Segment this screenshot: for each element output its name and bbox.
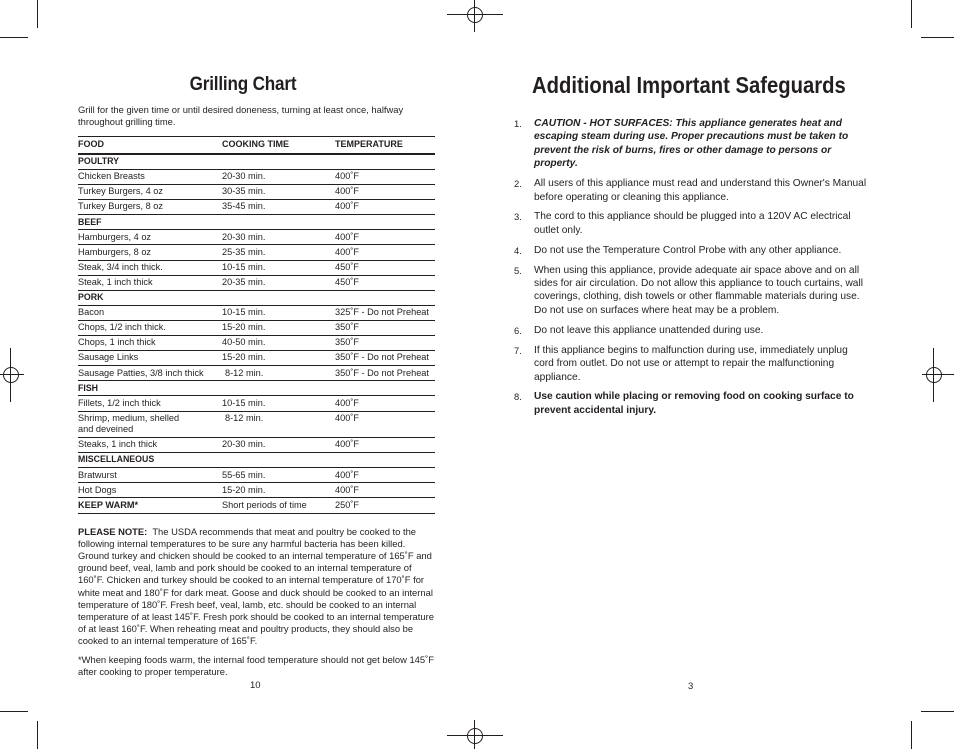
category-row — [78, 453, 435, 468]
food-cell: Chops, 1 inch thick — [78, 336, 222, 351]
crop-mark — [37, 721, 38, 749]
grilling-chart-table — [78, 136, 435, 513]
food-cell: Shrimp, medium, shelled and deveined — [78, 411, 222, 438]
item-number: 5. — [514, 264, 522, 276]
grilling-chart-title: Grilling Chart — [189, 74, 297, 95]
item-text: Do not leave this appliance unattended during use. — [534, 324, 764, 336]
item-number: 6. — [514, 324, 522, 336]
note-label: PLEASE NOTE: — [78, 525, 148, 537]
temperature-cell: 325˚F - Do not Preheat — [335, 305, 435, 320]
table-row — [78, 366, 435, 381]
table-row — [78, 275, 435, 290]
item-number: 7. — [514, 344, 522, 356]
category-row — [78, 154, 435, 170]
item-text: The cord to this appliance should be plugged into a 120V AC electrical outlet only. — [534, 211, 851, 236]
table-row — [78, 438, 435, 453]
food-cell: KEEP WARM* — [78, 498, 222, 513]
cooking-time-cell: 20-30 min. — [222, 438, 335, 453]
item-text: If this appliance begins to malfunction during use, immediately unplug cord from outlet. Do not use or attempt to repair the malfunctioning appliance. — [534, 344, 848, 383]
food-cell: Chops, 1/2 inch thick. — [78, 320, 222, 335]
table-row — [78, 396, 435, 411]
temperature-cell: 400˚F — [335, 411, 435, 438]
cooking-time-cell: 20-30 min. — [222, 230, 335, 245]
food-cell: Sausage Links — [78, 351, 222, 366]
left-page — [78, 74, 435, 678]
table-row — [78, 200, 435, 215]
item-number: 8. — [514, 391, 522, 403]
registration-mark-bottom — [447, 720, 503, 749]
food-cell: Steaks, 1 inch thick — [78, 438, 222, 453]
table-row — [78, 185, 435, 200]
cooking-time-cell: 15-20 min. — [222, 483, 335, 498]
please-note — [78, 526, 435, 648]
safeguard-item — [514, 117, 870, 171]
table-row — [78, 411, 435, 438]
food-cell: Hamburgers, 4 oz — [78, 230, 222, 245]
food-cell: Turkey Burgers, 4 oz — [78, 185, 222, 200]
category-label: BEEF — [78, 215, 435, 230]
food-cell: Hamburgers, 8 oz — [78, 245, 222, 260]
safeguard-item — [514, 244, 870, 257]
temperature-cell: 450˚F — [335, 260, 435, 275]
category-label: POULTRY — [78, 154, 435, 170]
cooking-time-cell: 25-35 min. — [222, 245, 335, 260]
temperature-cell: 400˚F — [335, 438, 435, 453]
temperature-cell: 400˚F — [335, 245, 435, 260]
registration-mark-left — [0, 348, 24, 402]
table-row — [78, 230, 435, 245]
food-cell: Bacon — [78, 305, 222, 320]
cooking-time-cell: Short periods of time — [222, 498, 335, 513]
crop-mark — [0, 711, 28, 712]
temperature-cell: 400˚F — [335, 200, 435, 215]
crop-mark — [37, 0, 38, 28]
category-row — [78, 290, 435, 305]
temperature-cell: 350˚F - Do not Preheat — [335, 351, 435, 366]
safeguard-item — [514, 177, 870, 204]
item-number: 2. — [514, 178, 522, 190]
temperature-cell: 400˚F — [335, 170, 435, 185]
safeguard-item — [514, 324, 870, 337]
note-text: The USDA recommends that meat and poultry be cooked to the following internal temperatures to be sure any harmful bacteria has been killed. Ground turkey and chicken should be cooked to an internal temperature of 165˚F and ground beef, veal, lamb and pork should be cooked to an internal temperature of 160˚F. Chicken and turkey should be cooked to an internal temperature of 170˚F for white meat and 180˚F for dark meat. Goose and duck should be cooked to an internal temperature of 180˚F. Fresh beef, veal, lamb, etc. should be cooked to an internal temperature of at least 145˚F. Fresh pork should be cooked to an internal temperature of at least 160˚F. When reheating meat and poultry products, they should also be cooked to an internal temperature of 165˚F. — [78, 525, 434, 647]
page-number-right: 3 — [688, 681, 694, 692]
item-text: Use caution while placing or removing food on cooking surface to prevent accidental injury. — [534, 391, 854, 416]
crop-mark — [911, 721, 912, 749]
cooking-time-cell: 40-50 min. — [222, 336, 335, 351]
table-row — [78, 483, 435, 498]
category-label: MISCELLANEOUS — [78, 453, 435, 468]
table-header-row — [78, 137, 435, 154]
category-row — [78, 381, 435, 396]
header-food: FOOD — [78, 137, 222, 154]
header-cooking-time: COOKING TIME — [222, 137, 335, 154]
cooking-time-cell: 15-20 min. — [222, 320, 335, 335]
food-cell: Turkey Burgers, 8 oz — [78, 200, 222, 215]
keep-warm-row — [78, 498, 435, 513]
item-number: 4. — [514, 244, 522, 256]
temperature-cell: 400˚F — [335, 185, 435, 200]
cooking-time-cell: 20-35 min. — [222, 275, 335, 290]
crop-mark — [921, 37, 954, 38]
temperature-cell: 350˚F — [335, 336, 435, 351]
table-body — [78, 154, 435, 513]
food-cell: Fillets, 1/2 inch thick — [78, 396, 222, 411]
item-text: When using this appliance, provide adequate air space above and on all sides for air circulation. Do not allow this appliance to touch curtains, wall coverings, clothing, dish towels or other flammable materials during use. Do not use on surfaces where heat may be a problem. — [534, 264, 863, 316]
cooking-time-cell: 10-15 min. — [222, 260, 335, 275]
cooking-time-cell: 35-45 min. — [222, 200, 335, 215]
table-row — [78, 336, 435, 351]
temperature-cell: 400˚F — [335, 483, 435, 498]
keep-warm-footnote: *When keeping foods warm, the internal food temperature should not get below 145˚F after cooking to proper temperature. — [78, 653, 434, 677]
safeguard-item — [514, 390, 870, 417]
crop-mark — [911, 0, 912, 28]
food-cell: Steak, 3/4 inch thick. — [78, 260, 222, 275]
temperature-cell: 350˚F — [335, 320, 435, 335]
registration-mark-right — [922, 348, 954, 402]
item-number: 3. — [514, 211, 522, 223]
table-row — [78, 245, 435, 260]
cooking-time-cell: 20-30 min. — [222, 170, 335, 185]
category-label: FISH — [78, 381, 435, 396]
cooking-time-cell: 10-15 min. — [222, 396, 335, 411]
safeguard-item — [514, 210, 870, 237]
safeguard-item — [514, 344, 870, 384]
registration-mark-top — [447, 0, 503, 32]
temperature-cell: 400˚F — [335, 230, 435, 245]
safeguards-title: Additional Important Safeguards — [532, 72, 846, 98]
category-row — [78, 215, 435, 230]
cooking-time-cell: 55-65 min. — [222, 468, 335, 483]
crop-mark — [0, 37, 28, 38]
item-text: All users of this appliance must read and understand this Owner's Manual before operating or cleaning this appliance. — [534, 178, 867, 203]
table-row — [78, 468, 435, 483]
item-text: CAUTION - HOT SURFACES: This appliance generates heat and escaping steam during use. Proper precautions must be taken to prevent the risk of burns, fires or other damage to persons or property. — [534, 118, 849, 170]
category-label: PORK — [78, 290, 435, 305]
food-cell: Steak, 1 inch thick — [78, 275, 222, 290]
temperature-cell: 450˚F — [335, 275, 435, 290]
food-cell: Chicken Breasts — [78, 170, 222, 185]
cooking-time-cell: 10-15 min. — [222, 305, 335, 320]
grilling-intro: Grill for the given time or until desired doneness, turning at least once, halfway throughout grilling time. — [78, 104, 404, 128]
food-cell: Sausage Patties, 3/8 inch thick — [78, 366, 222, 381]
temperature-cell: 250˚F — [335, 498, 435, 513]
table-row — [78, 170, 435, 185]
table-row — [78, 320, 435, 335]
item-number: 1. — [514, 118, 522, 129]
cooking-time-cell: 30-35 min. — [222, 185, 335, 200]
table-row — [78, 260, 435, 275]
cooking-time-cell: 15-20 min. — [222, 351, 335, 366]
temperature-cell: 400˚F — [335, 468, 435, 483]
safeguards-list — [514, 117, 870, 417]
cooking-time-cell: 8-12 min. — [222, 366, 335, 381]
food-cell: Bratwurst — [78, 468, 222, 483]
table-row — [78, 351, 435, 366]
crop-mark — [921, 711, 954, 712]
header-temperature: TEMPERATURE — [335, 137, 435, 154]
temperature-cell: 400˚F — [335, 396, 435, 411]
safeguard-item — [514, 264, 870, 318]
right-page — [514, 72, 870, 424]
page-number-left: 10 — [250, 680, 261, 691]
food-cell: Hot Dogs — [78, 483, 222, 498]
item-text: Do not use the Temperature Control Probe with any other appliance. — [534, 244, 842, 256]
table-row — [78, 305, 435, 320]
cooking-time-cell: 8-12 min. — [222, 411, 335, 438]
temperature-cell: 350˚F - Do not Preheat — [335, 366, 435, 381]
